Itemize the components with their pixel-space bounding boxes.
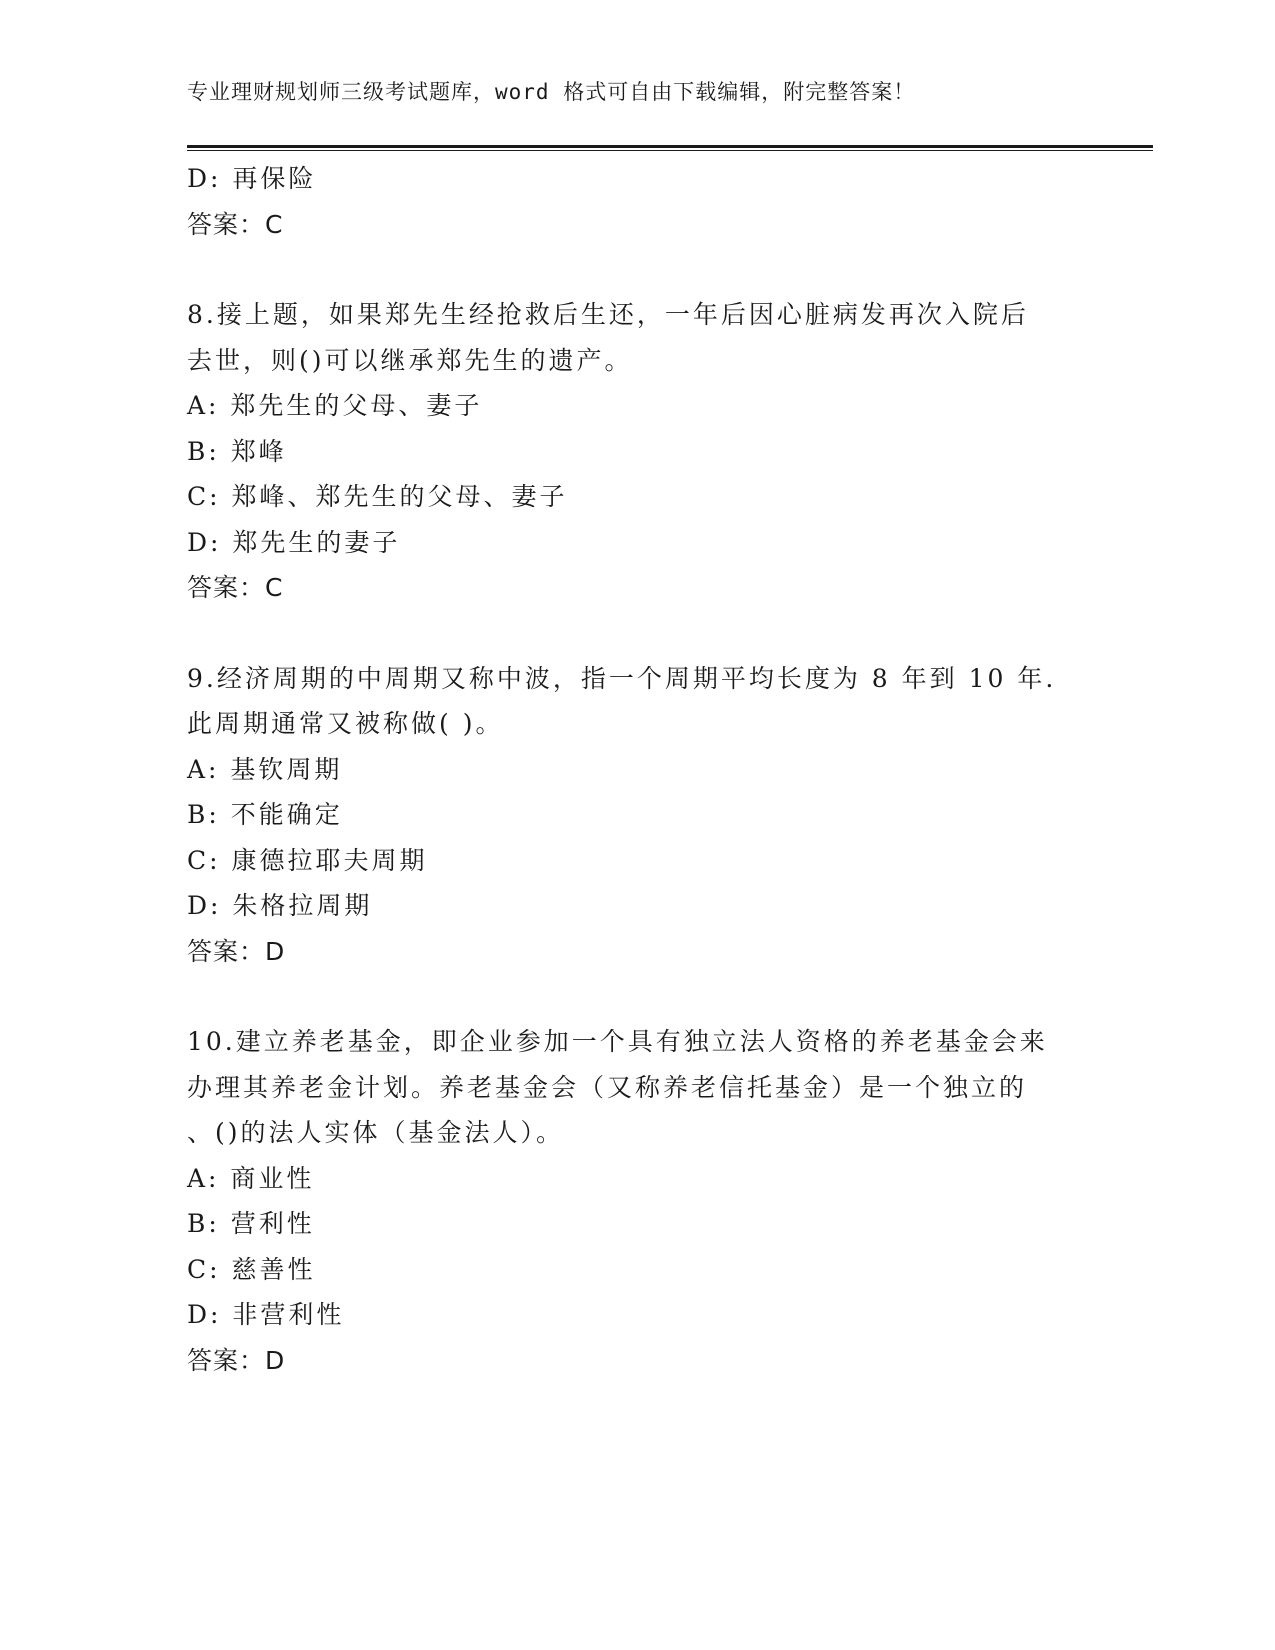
question-text-line: 10.建立养老基金，即企业参加一个具有独立法人资格的养老基金会来 — [187, 1027, 1048, 1056]
page-header: 专业理财规划师三级考试题库，word 格式可自由下载编辑，附完整答案！ — [187, 80, 916, 104]
spacer — [187, 247, 1087, 292]
option-b: B: 郑峰 — [187, 436, 287, 466]
carryover-option-d: D: 再保险 — [187, 164, 317, 193]
answer: 答案：D — [187, 1345, 286, 1375]
question-text-line: 8.接上题，如果郑先生经抢救后生还，一年后因心脏病发再次入院后 — [187, 300, 1029, 329]
question-8 — [187, 292, 1087, 611]
question-text-line: 、()的法人实体（基金法人）。 — [187, 1118, 565, 1147]
carryover-answer: 答案：C — [187, 209, 284, 239]
question-text-line: 去世，则()可以继承郑先生的遗产。 — [187, 345, 633, 375]
spacer — [187, 974, 1087, 1019]
option-d: D: 非营利性 — [187, 1300, 345, 1329]
option-b: B: 不能确定 — [187, 800, 343, 829]
question-text-line: 9.经济周期的中周期又称中波，指一个周期平均长度为 8 年到 10 年. — [187, 663, 1057, 693]
option-a: A: 基钦周期 — [187, 754, 343, 784]
spacer — [187, 611, 1087, 656]
option-b: B: 营利性 — [187, 1209, 315, 1238]
answer: 答案：C — [187, 573, 284, 602]
option-c: C: 郑峰、郑先生的父母、妻子 — [187, 482, 568, 511]
option-c: C: 康德拉耶夫周期 — [187, 845, 428, 875]
option-d: D: 郑先生的妻子 — [187, 527, 401, 557]
option-a: A: 商业性 — [187, 1163, 315, 1193]
page-content — [187, 156, 1087, 1383]
option-d: D: 朱格拉周期 — [187, 891, 373, 920]
question-text-line: 办理其养老金计划。养老基金会（又称养老信托基金）是一个独立的 — [187, 1072, 1028, 1102]
header-rule-thick — [187, 145, 1153, 148]
header-rule-thin — [187, 150, 1153, 151]
option-a: A: 郑先生的父母、妻子 — [187, 391, 483, 420]
answer: 答案：D — [187, 936, 286, 966]
question-10 — [187, 1019, 1087, 1383]
question-text-line: 此周期通常又被称做( )。 — [187, 709, 504, 738]
option-c: C: 慈善性 — [187, 1254, 316, 1284]
question-9 — [187, 656, 1087, 975]
